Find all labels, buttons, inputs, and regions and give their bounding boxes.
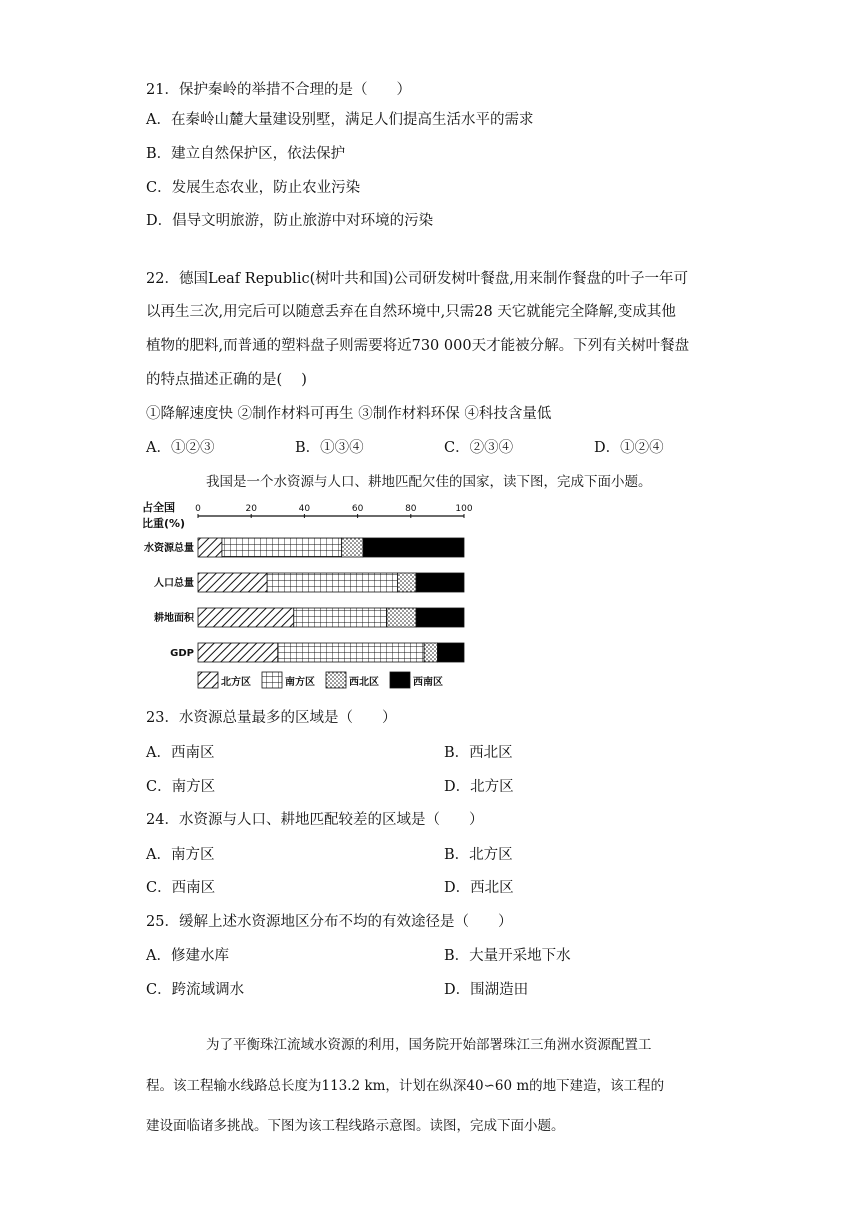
legend-label: 南方区	[285, 677, 315, 688]
q24-option-d: D．西北区	[444, 880, 514, 896]
category-label: 水资源总量	[144, 543, 194, 554]
bar-segment	[424, 643, 437, 662]
q24-option-c: C．西南区	[146, 880, 216, 896]
legend-label: 西北区	[349, 677, 379, 688]
bar-segment	[198, 608, 294, 627]
bar-segment	[363, 538, 464, 557]
q21-option-b: B．建立自然保护区，依法保护	[146, 146, 346, 162]
intro-water-resources: 我国是一个水资源与人口、耕地匹配欠佳的国家，读下图，完成下面小题。	[206, 474, 652, 490]
x-tick-label: 100	[455, 504, 473, 514]
bar-segment	[198, 573, 267, 592]
legend-swatch	[390, 672, 410, 688]
q23-option-b: B．西北区	[444, 745, 513, 761]
x-tick-label: 40	[298, 504, 311, 514]
legend-label: 西南区	[413, 677, 443, 688]
intro-pearl-river-line-1: 为了平衡珠江流域水资源的利用，国务院开始部署珠江三角洲水资源配置工	[206, 1037, 652, 1053]
intro-pearl-river-line-2: 程。该工程输水线路总长度为113.2 km，计划在纵深40∽60 m的地下建造，该工程的	[146, 1078, 665, 1094]
q22-line-4: 的特点描述正确的是( )	[146, 372, 307, 388]
bar-segment	[416, 608, 464, 627]
q21-stem: 21．保护秦岭的举措不合理的是（ ）	[146, 82, 411, 98]
bar-segment	[278, 643, 424, 662]
legend-swatch	[198, 672, 218, 688]
legend-swatch	[262, 672, 282, 688]
q25-option-d: D．围湖造田	[444, 982, 529, 998]
q22-line-2: 以再生三次,用完后可以随意丢弃在自然环境中,只需28 天它就能完全降解,变成其他	[146, 304, 676, 320]
y-axis-label-line1: 占全国	[142, 501, 175, 514]
x-tick-label: 60	[351, 504, 364, 514]
q21-option-a: A．在秦岭山麓大量建设别墅，满足人们提高生活水平的需求	[146, 112, 534, 128]
q22-option-d: D．①②④	[594, 440, 664, 456]
category-label: 人口总量	[154, 578, 194, 589]
bar-segment	[222, 538, 342, 557]
q25-option-b: B．大量开采地下水	[444, 948, 571, 964]
q25-option-c: C．跨流域调水	[146, 982, 245, 998]
q23-stem: 23．水资源总量最多的区域是（ ）	[146, 710, 397, 726]
q22-option-b: B．①③④	[295, 440, 364, 456]
intro-pearl-river-line-3: 建设面临诸多挑战。下图为该工程线路示意图。读图，完成下面小题。	[146, 1118, 565, 1134]
bar-segment	[198, 538, 222, 557]
q24-stem: 24．水资源与人口、耕地匹配较差的区域是（ ）	[146, 812, 484, 828]
q23-option-d: D．北方区	[444, 779, 514, 795]
q22-line-1: 22．德国Leaf Republic(树叶共和国)公司研发树叶餐盘,用来制作餐盘的叶子一年可	[146, 271, 688, 287]
bar-segment	[437, 643, 464, 662]
q25-stem: 25．缓解上述水资源地区分布不均的有效途径是（ ）	[146, 914, 513, 930]
q22-option-c: C．②③④	[444, 440, 514, 456]
q23-option-c: C．南方区	[146, 779, 216, 795]
q21-option-c: C．发展生态农业，防止农业污染	[146, 180, 361, 196]
bar-segment	[198, 643, 278, 662]
x-tick-label: 20	[245, 504, 257, 514]
q22-option-a: A．①②③	[146, 440, 215, 456]
q25-option-a: A．修建水库	[146, 948, 229, 964]
category-label: 耕地面积	[154, 613, 194, 624]
bar-segment	[342, 538, 363, 557]
legend-label: 北方区	[221, 677, 251, 688]
q22-line-3: 植物的肥料,而普通的塑料盘子则需要将近730 000天才能被分解。下列有关树叶餐盘	[146, 338, 690, 354]
q22-items: ①降解速度快 ②制作材料可再生 ③制作材料环保 ④科技含量低	[146, 406, 552, 422]
stacked-bar-chart	[140, 496, 480, 696]
q24-option-a: A．南方区	[146, 847, 215, 863]
bar-segment	[267, 573, 397, 592]
x-tick-label: 0	[195, 504, 201, 514]
legend-swatch	[326, 672, 346, 688]
bar-segment	[294, 608, 387, 627]
bar-segment	[398, 573, 417, 592]
bar-segment	[387, 608, 416, 627]
x-tick-label: 80	[405, 504, 417, 514]
q24-option-b: B．北方区	[444, 847, 513, 863]
q21-option-d: D．倡导文明旅游，防止旅游中对环境的污染	[146, 213, 434, 229]
bar-segment	[416, 573, 464, 592]
q23-option-a: A．西南区	[146, 745, 215, 761]
y-axis-label-line2: 比重(%)	[142, 517, 186, 530]
category-label: GDP	[170, 648, 194, 659]
